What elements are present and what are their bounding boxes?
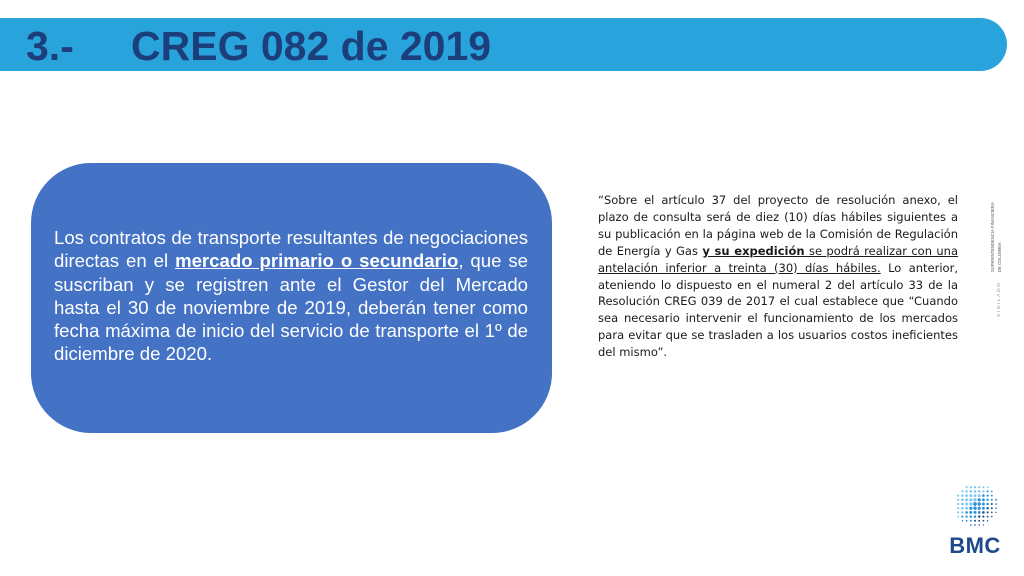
globe-dot	[966, 520, 968, 522]
globe-dot	[973, 502, 977, 506]
quote-underlined: se podrá realizar con una antelación inferior a treinta (30) días hábiles.	[598, 243, 958, 275]
globe-dot	[961, 494, 963, 496]
globe-dot	[961, 507, 964, 510]
globe-dot	[965, 503, 968, 506]
globe-dot	[991, 516, 992, 517]
globe-dot	[973, 506, 976, 509]
quote-text	[598, 192, 958, 361]
globe-dot	[982, 507, 985, 510]
globe-dot	[970, 486, 972, 488]
globe-dot	[961, 490, 963, 492]
globe-dot	[983, 524, 984, 525]
globe-dot	[995, 499, 997, 501]
globe-dot	[974, 511, 977, 514]
globe-dot	[986, 499, 988, 501]
globe-dot	[957, 511, 959, 513]
globe-dot	[957, 516, 959, 518]
globe-dot	[974, 515, 977, 518]
globe-dot	[978, 515, 980, 517]
globe-dot	[965, 494, 968, 497]
globe-dot	[986, 494, 988, 496]
globe-dot	[969, 498, 972, 501]
globe-dot	[962, 520, 964, 522]
globe-dot	[961, 511, 963, 513]
globe-dot	[974, 490, 977, 493]
globe-dot	[973, 498, 976, 501]
globe-dot	[957, 495, 959, 497]
quote-part3: Lo anterior, ateniendo lo dispuesto en el numeral 2 del artículo 33 de la Resolución CREG 039 de 2017 el cual establece que “Cuando sea necesario intervenir el funcionamiento de los mercados para evitar que se trasladen a los usuarios costos ineficientes del mismo”.	[598, 260, 958, 360]
globe-dot	[961, 516, 963, 518]
globe-dot	[974, 520, 976, 522]
summary-text	[54, 226, 528, 366]
globe-dot	[966, 486, 968, 488]
globe-dot	[977, 502, 980, 505]
slide-number: 3.-	[26, 23, 74, 69]
globe-dot	[995, 503, 997, 505]
bmc-logo	[940, 478, 1006, 562]
quote-part1: “Sobre el artículo 37 del proyecto de resolución anexo, el plazo de consulta será de diez (10) días hábiles siguientes a su publicación en la página web de la Comisión de Regulación de Energía y Gas	[598, 193, 958, 258]
globe-dot	[987, 511, 989, 513]
globe-dot	[974, 494, 977, 497]
globe-dot	[995, 507, 996, 508]
globe-dot	[978, 511, 981, 514]
globe-dot	[974, 486, 976, 488]
globe-dot	[991, 512, 993, 514]
globe-dot	[978, 520, 980, 522]
globe-dot	[957, 499, 959, 501]
globe-dot	[982, 494, 985, 497]
globe-dot	[969, 494, 972, 497]
globe-dot	[991, 503, 993, 505]
globe-dot	[965, 511, 968, 514]
globe-dot	[982, 486, 984, 488]
globe-dot	[991, 499, 993, 501]
globe-dot	[970, 490, 973, 493]
globe-dot	[987, 520, 988, 521]
globe-dot	[982, 511, 985, 514]
globe-dot	[978, 494, 981, 497]
globe-dot	[991, 495, 993, 497]
globe-dot	[970, 515, 972, 517]
globe-dot	[965, 515, 967, 517]
bmc-logo-text: BMC	[949, 533, 1001, 558]
globe-dot	[965, 490, 967, 492]
globe-dot	[983, 520, 985, 522]
globe-dot	[974, 524, 976, 526]
globe-dot	[978, 507, 981, 510]
globe-dot	[969, 502, 972, 505]
globe-dot	[982, 498, 985, 501]
seal-line-superintendencia: SUPERINTENDENCIA FINANCIERA	[990, 202, 995, 272]
globe-dot	[978, 490, 981, 493]
summary-highlight: mercado primario o secundario	[175, 250, 459, 272]
globe-dot	[978, 498, 981, 501]
seal-line-vigilado: VIGILADO	[997, 281, 1002, 317]
globe-dot	[969, 511, 972, 514]
globe-dot	[995, 512, 996, 513]
quote-bold-underline: y su expedición	[702, 243, 805, 258]
globe-dot	[987, 516, 989, 518]
globe-dot	[982, 490, 984, 492]
globe-dot	[987, 490, 989, 492]
globe-dot	[982, 516, 984, 518]
vigilado-seal	[980, 182, 1010, 322]
globe-dot	[991, 507, 993, 509]
globe-dot	[970, 524, 972, 526]
globe-dot	[991, 491, 993, 493]
globe-dot	[961, 503, 964, 506]
globe-dot	[965, 507, 968, 510]
globe-dot	[965, 498, 968, 501]
globe-dot	[961, 499, 964, 502]
summary-box	[31, 163, 552, 433]
globe-dot	[986, 507, 988, 509]
dotted-globe-icon	[940, 478, 1006, 534]
summary-text-part2: , que se suscriban y se registren ante el Gestor del Mercado hasta el 30 de noviembre de 2019, deberán tener como fecha máxima de inicio del servicio de transporte el 1º de diciembre de 2020.	[54, 250, 528, 365]
globe-dot	[987, 486, 989, 488]
globe-dot	[978, 486, 980, 488]
globe-dot	[957, 507, 959, 509]
globe-dot	[969, 507, 972, 510]
slide-title: CREG 082 de 2019	[131, 23, 492, 69]
summary-text-part1: Los contratos de transporte resultantes de negociaciones directas en el	[54, 227, 528, 272]
globe-dot	[978, 524, 979, 525]
seal-line-colombia: DE COLOMBIA	[997, 242, 1002, 272]
globe-dot	[986, 503, 989, 506]
globe-dot	[957, 503, 959, 505]
globe-dot	[982, 503, 985, 506]
globe-dot	[970, 520, 972, 522]
